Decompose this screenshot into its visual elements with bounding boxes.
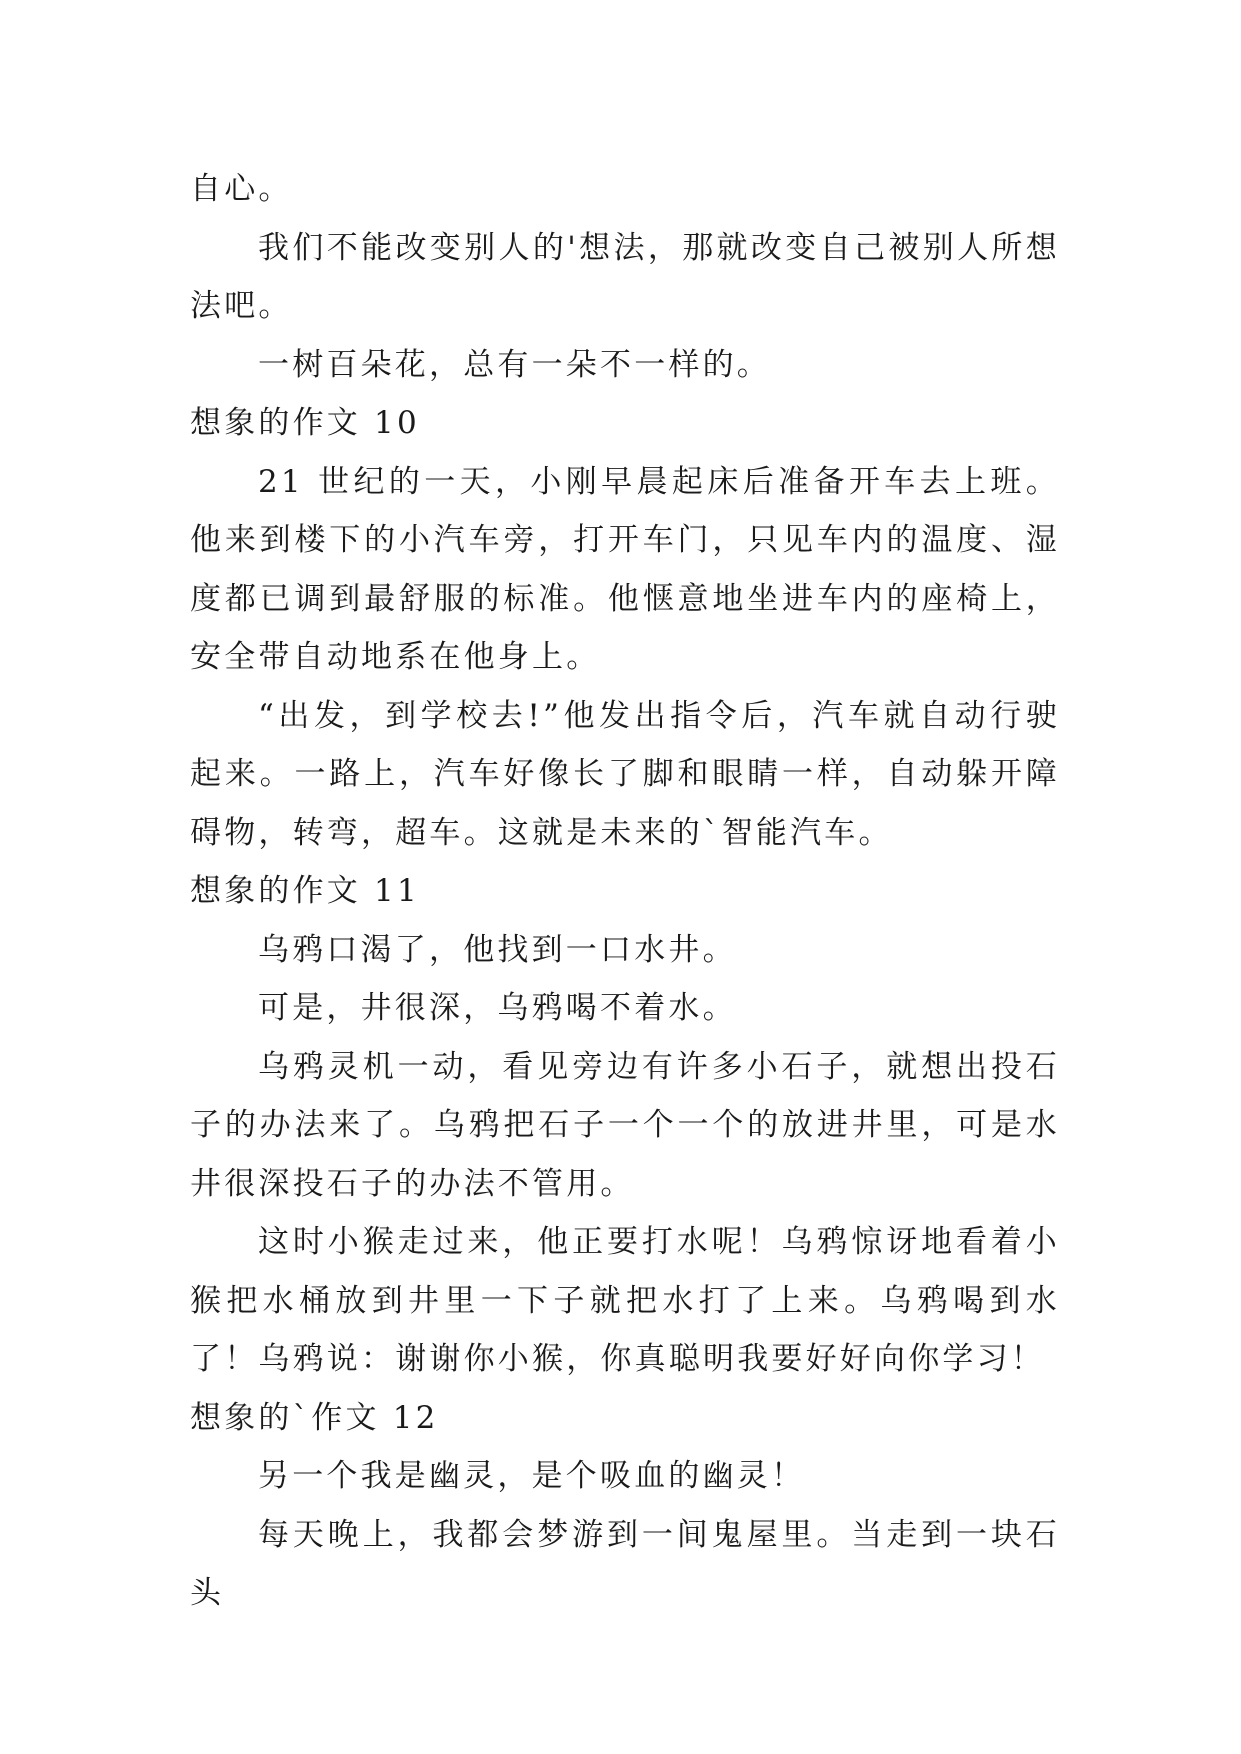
paragraph: 乌鸦口渴了，他找到一口水井。 [258,931,737,968]
paragraph: 可是，井很深，乌鸦喝不着水。 [258,990,737,1026]
paragraph: 每天晚上，我都会梦游到一间鬼屋里。当走到一块石头 [190,1516,1060,1611]
paragraph: 一树百朵花，总有一朵不一样的。 [258,346,771,383]
section-heading: 想象的作文 11 [190,873,420,909]
section-heading: 想象的作文 10 [190,405,420,441]
paragraph: “出发，到学校去!”他发出指令后，汽车就自动行驶起来。一路上，汽车好像长了脚和眼睛一样，自动躲开障碍物，转弯，超车。这就是未来的`智能汽车。 [190,697,1060,851]
paragraph-continued: 自心。 [190,171,293,207]
section-heading: 想象的`作文 12 [190,1399,439,1436]
paragraph: 这时小猴走过来，他正要打水呢！乌鸦惊讶地看着小猴把水桶放到井里一下子就把水打了上来。乌鸦喝到水了！乌鸦说：谢谢你小猴，你真聪明我要好好向你学习！ [190,1224,1060,1377]
paragraph: 21 世纪的一天，小刚早晨起床后准备开车去上班。他来到楼下的小汽车旁，打开车门，只见车内的温度、湿度都已调到最舒服的标准。他惬意地坐进车内的座椅上，安全带自动地系在他身上。 [190,463,1060,675]
paragraph: 乌鸦灵机一动，看见旁边有许多小石子，就想出投石子的办法来了。乌鸦把石子一个一个的放进井里，可是水井很深投石子的办法不管用。 [190,1048,1060,1202]
document-body [190,160,1060,1623]
paragraph: 我们不能改变别人的'想法，那就改变自己被别人所想法吧。 [190,229,1060,324]
paragraph: 另一个我是幽灵，是个吸血的幽灵！ [258,1458,806,1494]
